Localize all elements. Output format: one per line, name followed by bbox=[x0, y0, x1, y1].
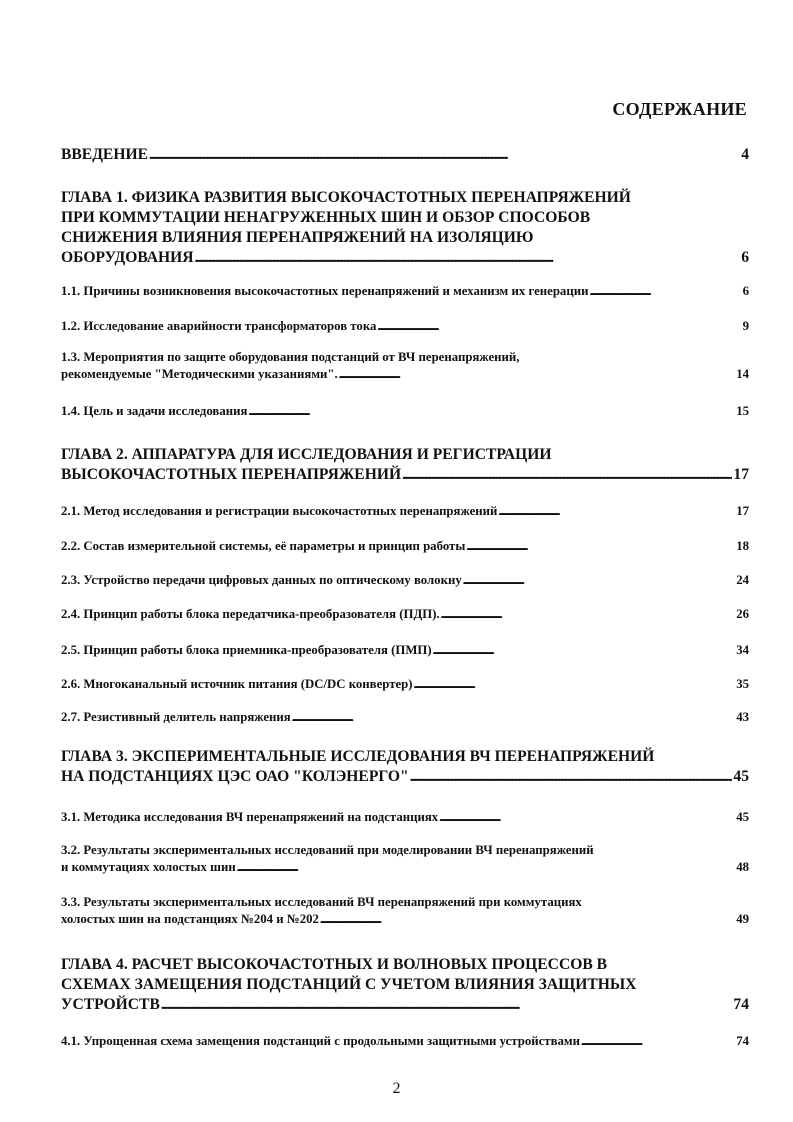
toc-section-entry[interactable] bbox=[61, 842, 749, 877]
toc-entry-title-line: 3.3. Результаты экспериментальных исследований ВЧ перенапряжений при коммутациях bbox=[61, 895, 582, 909]
toc-entry-page: 9 bbox=[742, 319, 749, 333]
toc-section-entry[interactable] bbox=[61, 403, 749, 421]
toc-entry-leader-row bbox=[61, 642, 749, 660]
toc-section-entry[interactable] bbox=[61, 538, 749, 556]
dot-leader bbox=[320, 911, 735, 929]
toc-entry-leader-row bbox=[61, 283, 749, 301]
toc-section-entry[interactable] bbox=[61, 642, 749, 660]
toc-entry-title-line: 1.1. Причины возникновения высокочастотных перенапряжений и механизм их генерации bbox=[61, 284, 589, 298]
toc-entry-title-line: ВЫСОКОЧАСТОТНЫХ ПЕРЕНАПРЯЖЕНИЙ bbox=[61, 466, 402, 483]
dot-leader bbox=[237, 859, 736, 877]
toc-entry-title-line: 2.2. Состав измерительной системы, её параметры и принцип работы bbox=[61, 539, 466, 553]
toc-entry-leader-row bbox=[61, 859, 749, 877]
toc-entry-title-line: 3.2. Результаты экспериментальных исследований при моделировании ВЧ перенапряжений bbox=[61, 843, 594, 857]
toc-entry-page: 4 bbox=[741, 146, 749, 163]
toc-entry-page: 6 bbox=[741, 249, 749, 266]
toc-entry-page: 17 bbox=[736, 504, 749, 518]
toc-entry-title-line: 2.5. Принцип работы блока приемника-преобразователя (ПМП) bbox=[61, 643, 432, 657]
page-number: 2 bbox=[392, 1080, 401, 1097]
toc-entry-title-line: холостых шин на подстанциях №204 и №202 bbox=[61, 912, 319, 926]
toc-entry-title-line: ПРИ КОММУТАЦИИ НЕНАГРУЖЕННЫХ ШИН И ОБЗОР СПОСОБОВ bbox=[61, 209, 591, 226]
toc-section-entry[interactable] bbox=[61, 349, 749, 384]
toc-entry-leader-row bbox=[61, 767, 749, 787]
toc-entry-page: 48 bbox=[736, 860, 749, 874]
dot-leader bbox=[414, 676, 736, 694]
toc-entry-leader-row bbox=[61, 145, 749, 165]
dot-leader bbox=[498, 503, 735, 521]
toc-entry-title-line: 2.1. Метод исследования и регистрации высокочастотных перенапряжений bbox=[61, 504, 498, 518]
dot-leader bbox=[581, 1033, 735, 1051]
toc-section-entry[interactable] bbox=[61, 572, 749, 590]
toc-chapter-entry[interactable] bbox=[61, 445, 749, 485]
toc-entry-title-line: 4.1. Упрощенная схема замещения подстанций с продольными защитными устройствами bbox=[61, 1034, 580, 1048]
dot-leader bbox=[149, 145, 740, 165]
toc-chapter-entry[interactable] bbox=[61, 747, 749, 787]
toc-entry-title-line: 1.4. Цель и задачи исследования bbox=[61, 404, 248, 418]
toc-entry-leader-row bbox=[61, 465, 749, 485]
toc-entry-page: 45 bbox=[736, 810, 749, 824]
toc-chapter-entry[interactable] bbox=[61, 145, 749, 165]
toc-entry-title-line: ОБОРУДОВАНИЯ bbox=[61, 249, 194, 266]
dot-leader bbox=[292, 709, 735, 727]
toc-entry-leader-row bbox=[61, 538, 749, 556]
toc-section-entry[interactable] bbox=[61, 283, 749, 301]
toc-entry-leader-row bbox=[61, 366, 749, 384]
toc-entry-leader-row bbox=[61, 318, 749, 336]
toc-section-entry[interactable] bbox=[61, 503, 749, 521]
toc-entry-page: 18 bbox=[736, 539, 749, 553]
toc-entry-page: 34 bbox=[736, 643, 749, 657]
dot-leader bbox=[410, 767, 733, 787]
toc-section-entry[interactable] bbox=[61, 676, 749, 694]
toc-entry-leader-row bbox=[61, 911, 749, 929]
toc-entry-leader-row bbox=[61, 503, 749, 521]
dot-leader bbox=[433, 642, 736, 660]
toc-entry-page: 6 bbox=[742, 284, 749, 298]
toc-entry-leader-row bbox=[61, 403, 749, 421]
toc-entry-leader-row bbox=[61, 676, 749, 694]
toc-entry-title-line: ГЛАВА 1. ФИЗИКА РАЗВИТИЯ ВЫСОКОЧАСТОТНЫХ ПЕРЕНАПРЯЖЕНИЙ bbox=[61, 189, 631, 206]
toc-chapter-entry[interactable] bbox=[61, 188, 749, 268]
toc-entry-title-line: 2.4. Принцип работы блока передатчика-преобразователя (ПДП). bbox=[61, 607, 440, 621]
toc-entry-page: 35 bbox=[736, 677, 749, 691]
toc-entry-page: 74 bbox=[736, 1034, 749, 1048]
toc-entry-title-line: УСТРОЙСТВ bbox=[61, 996, 160, 1013]
dot-leader bbox=[248, 403, 735, 421]
dot-leader bbox=[339, 366, 735, 384]
toc-entry-page: 74 bbox=[733, 996, 749, 1013]
toc-entry-title-line: СХЕМАХ ЗАМЕЩЕНИЯ ПОДСТАНЦИЙ С УЧЕТОМ ВЛИЯНИЯ ЗАЩИТНЫХ bbox=[61, 976, 637, 993]
dot-leader bbox=[402, 465, 732, 485]
toc-section-entry[interactable] bbox=[61, 809, 749, 827]
toc-entry-page: 43 bbox=[736, 710, 749, 724]
toc-entry-leader-row bbox=[61, 709, 749, 727]
toc-entry-title-line: 2.3. Устройство передачи цифровых данных по оптическому волокну bbox=[61, 573, 462, 587]
toc-entry-title-line: НА ПОДСТАНЦИЯХ ЦЭС ОАО "КОЛЭНЕРГО" bbox=[61, 768, 409, 785]
toc-entry-title-line: 1.3. Мероприятия по защите оборудования подстанций от ВЧ перенапряжений, bbox=[61, 350, 520, 364]
toc-entry-title-line: 3.1. Методика исследования ВЧ перенапряжений на подстанциях bbox=[61, 810, 439, 824]
toc-entry-title-line: ГЛАВА 3. ЭКСПЕРИМЕНТАЛЬНЫЕ ИССЛЕДОВАНИЯ ВЧ ПЕРЕНАПРЯЖЕНИЙ bbox=[61, 748, 655, 765]
toc-entry-page: 14 bbox=[736, 367, 749, 381]
toc-entry-leader-row bbox=[61, 1033, 749, 1051]
toc-entry-leader-row bbox=[61, 995, 749, 1015]
toc-chapter-entry[interactable] bbox=[61, 955, 749, 1015]
toc-entry-title-line: рекомендуемые "Методическими указаниями". bbox=[61, 367, 338, 381]
toc-entry-title-line: ВВЕДЕНИЕ bbox=[61, 146, 148, 163]
toc-entry-page: 15 bbox=[736, 404, 749, 418]
dot-leader bbox=[441, 606, 736, 624]
toc-entry-page: 45 bbox=[733, 768, 749, 785]
toc-entry-title-line: 2.6. Многоканальный источник питания (DC/DC конвертер) bbox=[61, 677, 413, 691]
dot-leader bbox=[463, 572, 735, 590]
dot-leader bbox=[195, 248, 741, 268]
toc-section-entry[interactable] bbox=[61, 709, 749, 727]
toc-entry-leader-row bbox=[61, 809, 749, 827]
dot-leader bbox=[466, 538, 735, 556]
toc-entry-title-line: 1.2. Исследование аварийности трансформаторов тока bbox=[61, 319, 377, 333]
toc-entry-leader-row bbox=[61, 248, 749, 268]
toc-entry-leader-row bbox=[61, 572, 749, 590]
dot-leader bbox=[161, 995, 733, 1015]
dot-leader bbox=[589, 283, 741, 301]
toc-section-entry[interactable] bbox=[61, 606, 749, 624]
toc-title: СОДЕРЖАНИЕ bbox=[612, 99, 747, 119]
toc-entry-title-line: СНИЖЕНИЯ ВЛИЯНИЯ ПЕРЕНАПРЯЖЕНИЙ НА ИЗОЛЯЦИЮ bbox=[61, 229, 534, 246]
toc-entry-page: 26 bbox=[736, 607, 749, 621]
toc-entry-title-line: ГЛАВА 2. АППАРАТУРА ДЛЯ ИССЛЕДОВАНИЯ И РЕГИСТРАЦИИ bbox=[61, 446, 552, 463]
toc-entry-title-line: ГЛАВА 4. РАСЧЕТ ВЫСОКОЧАСТОТНЫХ И ВОЛНОВЫХ ПРОЦЕССОВ В bbox=[61, 956, 608, 973]
toc-section-entry[interactable] bbox=[61, 894, 749, 929]
dot-leader bbox=[439, 809, 735, 827]
toc-entry-page: 17 bbox=[733, 466, 749, 483]
toc-entry-page: 24 bbox=[736, 573, 749, 587]
dot-leader bbox=[377, 318, 741, 336]
toc-entry-title-line: 2.7. Резистивный делитель напряжения bbox=[61, 710, 291, 724]
toc-section-entry[interactable] bbox=[61, 1033, 749, 1051]
toc-entry-leader-row bbox=[61, 606, 749, 624]
toc-section-entry[interactable] bbox=[61, 318, 749, 336]
toc-entry-title-line: и коммутациях холостых шин bbox=[61, 860, 236, 874]
toc-entry-page: 49 bbox=[736, 912, 749, 926]
